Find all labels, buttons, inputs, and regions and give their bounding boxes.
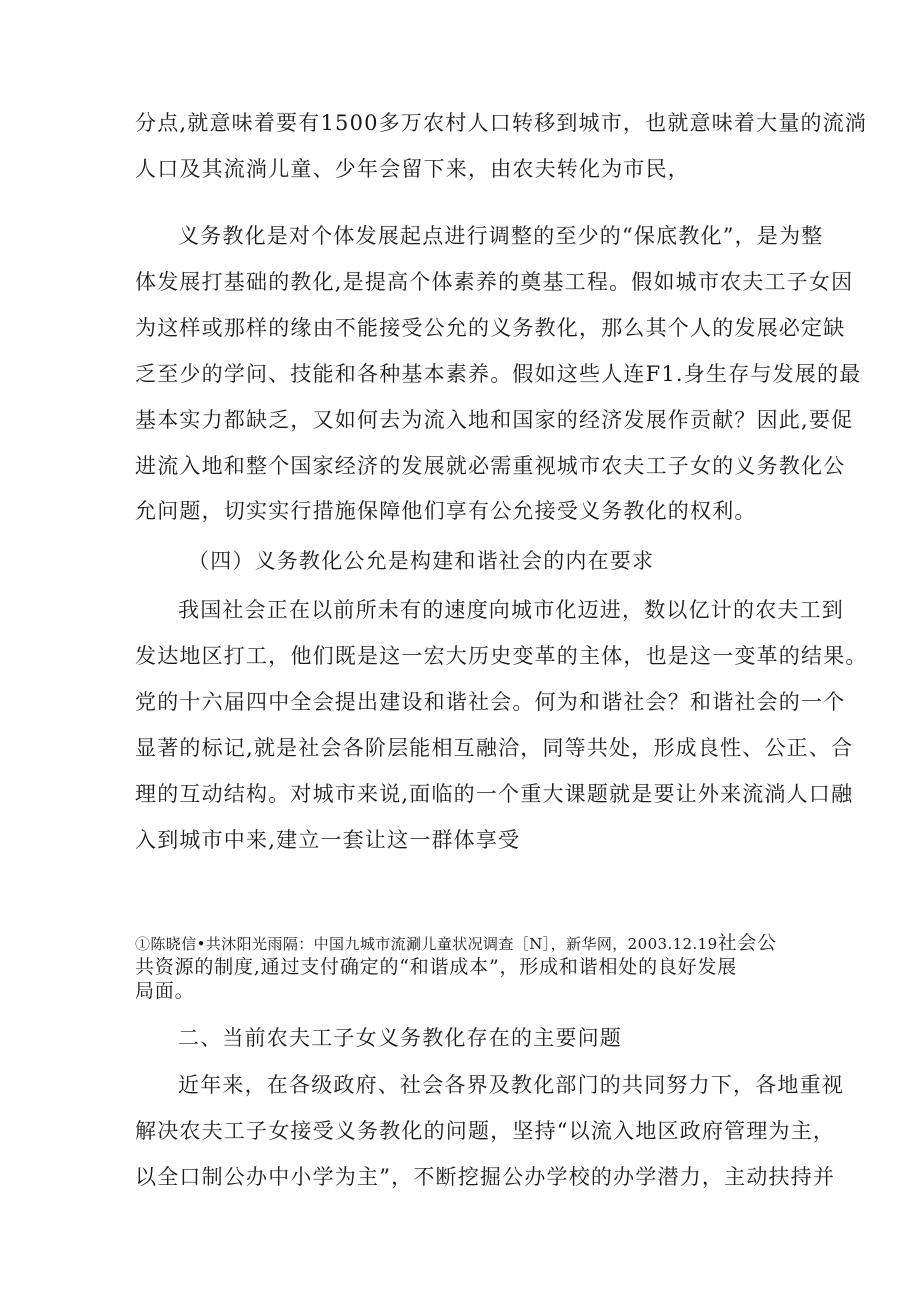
text-line: 党的十六届四中全会提出建设和谐社会。何为和谐社会？和谐社会的一个	[135, 690, 846, 714]
text-line: 近年来，在各级政府、社会各界及教化部门的共同努力下，各地重视	[178, 1073, 844, 1097]
text-line: 理的互动结构。对城市来说,面临的一个重大课题就是要让外来流淌人口融	[135, 782, 854, 806]
text-line: 义务教化是对个体发展起点进行调整的至少的“保底教化”，是为整	[178, 224, 824, 248]
text-line: 乏至少的学问、技能和各种基本素养。假如这些人连F1.身生存与发展的最	[135, 362, 862, 386]
text-line: 体发展打基础的教化,是提高个体素养的奠基工程。假如城市农夫工子女因	[135, 270, 854, 294]
text-line: 允问题，切实实行措施保障他们享有公允接受义务教化的权利。	[135, 499, 757, 523]
section-heading: 二、当前农夫工子女义务教化存在的主要问题	[178, 1026, 622, 1050]
footnote-line-2: 共资源的制度,通过支付确定的“和谐成本”，形成和谐相处的良好发展	[135, 956, 738, 978]
section-heading: （四）义务教化公允是构建和谐社会的内在要求	[188, 549, 655, 573]
text-line: 为这样或那样的缘由不能接受公允的义务教化，那么其个人的发展必定缺	[135, 316, 846, 340]
footnote-line-3: 局面。	[135, 980, 195, 1002]
text-line: 解决农夫工子女接受义务教化的问题，坚持“以流入地区政府管理为主，	[135, 1119, 836, 1143]
text-line: 入到城市中来,建立一套让这一群体享受	[135, 828, 521, 852]
text-line: 以全口制公办中小学为主”，不断挖掘公办学校的办学潜力，主动扶持并	[135, 1165, 836, 1189]
text-line: 基本实力都缺乏，又如何去为流入地和国家的经济发展作贡献？因此,要促	[135, 408, 854, 432]
text-line: 分点,就意味着要有1500多万农村人口转移到城市，也就意味着大量的流淌	[135, 111, 868, 135]
text-line: 人口及其流淌儿童、少年会留下来，由农夫转化为市民，	[135, 157, 690, 181]
text-line: 发达地区打工，他们既是这一宏大历史变革的主体，也是这一变革的结果。	[135, 644, 868, 668]
footnote-citation: ①陈晓信•共沐阳光雨隔：中国九城市流涮儿童状况调查［N］，新华网，2003.12.19	[135, 935, 718, 953]
footnote-continuation: 社会公	[717, 932, 777, 954]
text-line: 进流入地和整个国家经济的发展就必需重视城市农夫工子女的义务教化公	[135, 454, 846, 478]
text-line: 显著的标记,就是社会各阶层能相互融洽，同等共处，形成良性、公正、合	[135, 736, 854, 760]
footnote-line-1	[135, 931, 777, 956]
text-line: 我国社会正在以前所未有的速度向城市化迈进，数以亿计的农夫工到	[178, 598, 844, 622]
